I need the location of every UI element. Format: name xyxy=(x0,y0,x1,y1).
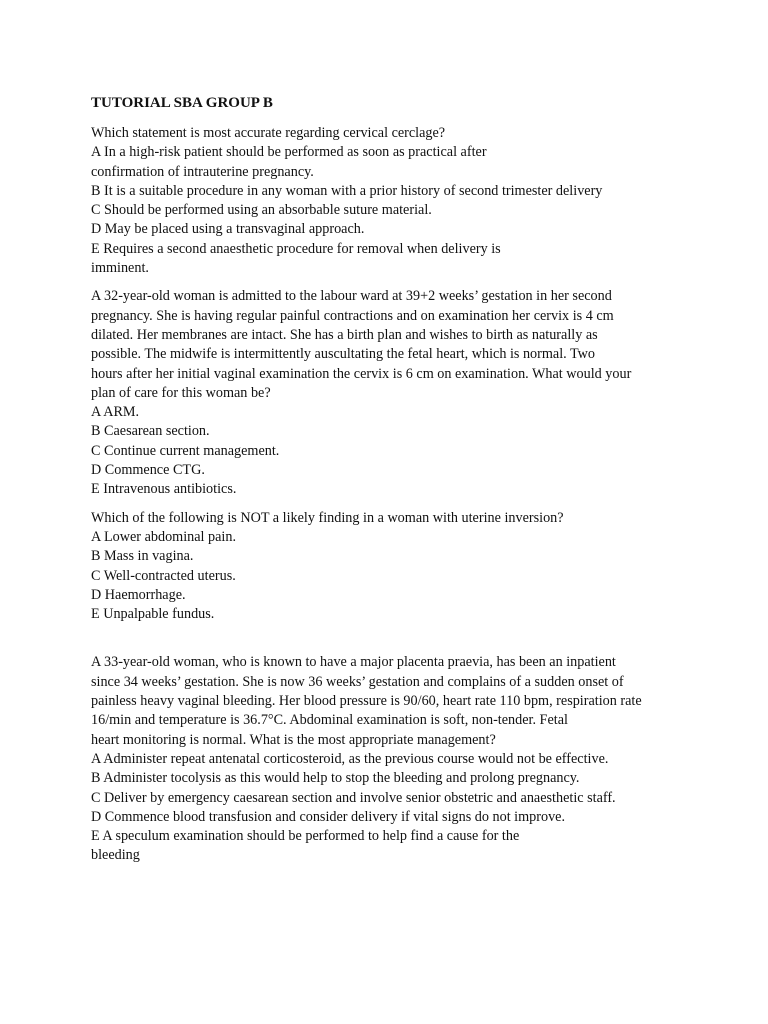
option-line: D Commence blood transfusion and consider delivery if vital signs do not improve. xyxy=(91,808,566,825)
question-4 xyxy=(91,653,691,865)
option-line: C Well-contracted uterus. xyxy=(91,567,236,584)
option-line: B Mass in vagina. xyxy=(91,548,194,565)
document-title: TUTORIAL SBA GROUP B xyxy=(91,95,273,111)
option-line: A Administer repeat antenatal corticosteroid, as the previous course would not be effective. xyxy=(91,750,609,767)
question-stem-line: possible. The midwife is intermittently auscultating the fetal heart, which is normal. Two xyxy=(91,346,596,363)
option-line: confirmation of intrauterine pregnancy. xyxy=(91,163,314,180)
question-stem-line: heart monitoring is normal. What is the most appropriate management? xyxy=(91,731,496,748)
question-stem-line: plan of care for this woman be? xyxy=(91,384,271,401)
option-line: C Deliver by emergency caesarean section and involve senior obstetric and anaesthetic staff. xyxy=(91,789,616,806)
option-line: C Continue current management. xyxy=(91,442,280,459)
option-line: E Intravenous antibiotics. xyxy=(91,481,237,498)
question-stem-line: since 34 weeks’ gestation. She is now 36 weeks’ gestation and complains of a sudden onset of xyxy=(91,673,624,690)
question-stem-line: A 32-year-old woman is admitted to the labour ward at 39+2 weeks’ gestation in her second xyxy=(91,288,612,305)
option-line: E Unpalpable fundus. xyxy=(91,606,215,623)
question-2 xyxy=(91,287,691,499)
question-stem-line: hours after her initial vaginal examination the cervix is 6 cm on examination. What would your xyxy=(91,365,632,382)
option-line: imminent. xyxy=(91,260,149,277)
question-stem-line: painless heavy vaginal bleeding. Her blood pressure is 90/60, heart rate 110 bpm, respiration rate xyxy=(91,693,642,710)
option-line: B It is a suitable procedure in any woman with a prior history of second trimester delivery xyxy=(91,182,603,199)
option-line: D Commence CTG. xyxy=(91,462,205,479)
option-line: D May be placed using a transvaginal approach. xyxy=(91,221,365,238)
question-3 xyxy=(91,509,691,625)
option-line: A Lower abdominal pain. xyxy=(91,528,236,545)
option-line: E A speculum examination should be performed to help find a cause for the xyxy=(91,828,520,845)
question-stem-line: Which of the following is NOT a likely finding in a woman with uterine inversion? xyxy=(91,509,564,526)
question-stem-line: A 33-year-old woman, who is known to have a major placenta praevia, has been an inpatient xyxy=(91,654,616,671)
question-stem-line: 16/min and temperature is 36.7°C. Abdominal examination is soft, non-tender. Fetal xyxy=(91,712,568,729)
question-stem-line: pregnancy. She is having regular painful contractions and on examination her cervix is 4 cm xyxy=(91,307,614,324)
option-line: D Haemorrhage. xyxy=(91,586,186,603)
option-line: A ARM. xyxy=(91,404,140,421)
question-stem-line: Which statement is most accurate regarding cervical cerclage? xyxy=(91,125,446,141)
option-line: B Caesarean section. xyxy=(91,423,210,440)
question-stem-line: dilated. Her membranes are intact. She has a birth plan and wishes to birth as naturally as xyxy=(91,326,598,343)
option-line: B Administer tocolysis as this would help to stop the bleeding and prolong pregnancy. xyxy=(91,770,580,787)
option-line: E Requires a second anaesthetic procedure for removal when delivery is xyxy=(91,240,501,257)
option-line: bleeding xyxy=(91,847,140,864)
option-line: A In a high-risk patient should be performed as soon as practical after xyxy=(91,144,487,161)
option-line: C Should be performed using an absorbable suture material. xyxy=(91,202,432,219)
question-1 xyxy=(91,124,691,278)
document-content xyxy=(91,94,691,875)
